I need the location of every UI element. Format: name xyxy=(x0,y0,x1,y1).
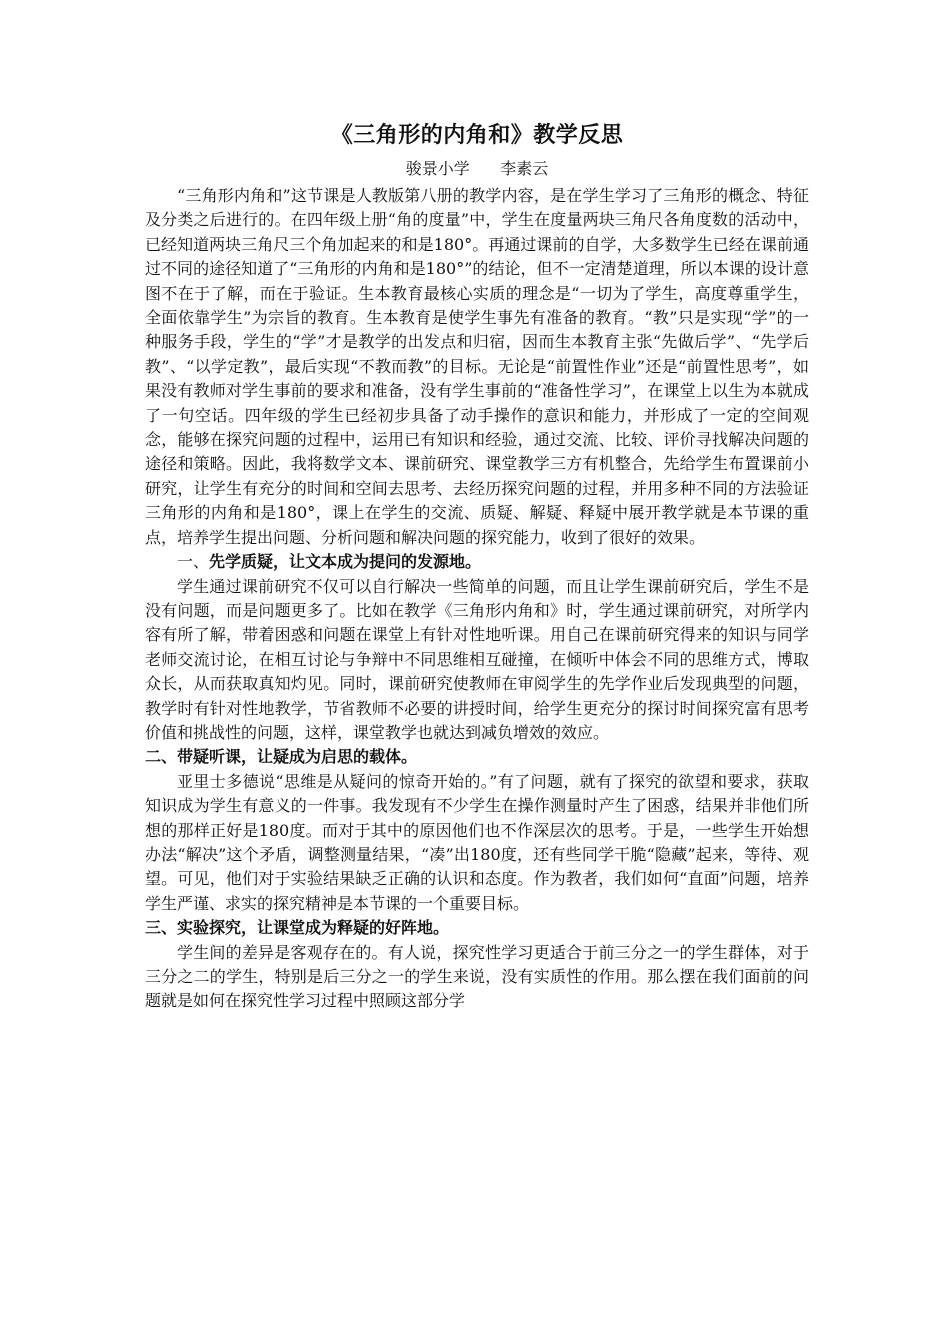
section-3-heading xyxy=(145,916,809,940)
section-1-heading xyxy=(145,550,809,574)
section-2-body: 亚里士多德说“思维是从疑问的惊奇开始的。”有了问题，就有了探究的欲望和要求，获取知识成为学生有意义的一件事。我发现有不少学生在操作测量时产生了困惑，结果并非他们所想的那样正好是180度。而对于其中的原因他们也不作深层次的思考。于是，一些学生开始想办法“解决”这个矛盾，调整测量结果，“凑”出180度，还有些同学干脆“隐藏”起来，等待、观望。可见，他们对于实验结果缺乏正确的认识和态度。作为教者，我们如何“直面”问题，培养学生严谨、求实的探究精神是本节课的一个重要目标。 xyxy=(145,771,809,913)
section-1-number: 一、 xyxy=(177,552,210,572)
document-title: 《三角形的内角和》教学反思 xyxy=(330,122,624,148)
section-2-heading-text: 带疑听课，让疑成为启思的载体。 xyxy=(177,747,418,767)
document-page xyxy=(145,118,809,1014)
document-byline: 骏景小学 李素云 xyxy=(405,159,549,178)
section-1-body: 学生通过课前研究不仅可以自行解决一些简单的问题，而且让学生课前研究后，学生不是没有问题，而是问题更多了。比如在教学《三角形内角和》时，学生通过课前研究，对所学内容有所了解，带着困惑和问题在课堂上有针对性地听课。用自己在课前研究得来的知识与同学老师交流讨论，在相互讨论与争辩中不同思维相互碰撞，在倾听中体会不同的思维方式，博取众长，从而获取真知灼见。同时，课前研究使教师在审阅学生的先学作业后发现典型的问题，教学时有针对性地教学，节省教师不必要的讲授时间，给学生更充分的探讨时间探究富有思考价值和挑战性的问题，这样，课堂教学也就达到减负增效的效应。 xyxy=(145,576,809,742)
intro-paragraph: “三角形内角和”这节课是人教版第八册的教学内容，是在学生学习了三角形的概念、特征及分类之后进行的。在四年级上册“角的度量”中，学生在度量两块三角尺各角度数的活动中，已经知道两块三角尺三个角加起来的和是180°。再通过课前的自学，大多数学生已经在课前通过不同的途径知道了“三角形的内角和是180°”的结论，但不一定清楚道理，所以本课的设计意图不在于了解，而在于验证。生本教育最核心实质的理念是“一切为了学生，高度尊重学生，全面依靠学生”为宗旨的教育。生本教育是使学生事先有准备的教育。“教”只是实现“学”的一种服务手段，学生的“学”才是教学的出发点和归宿，因而生本教育主张“先做后学”、“先学后教”、“以学定教”，最后实现“不教而教”的目标。无论是“前置性作业”还是“前置性思考”，如果没有教师对学生事前的要求和准备，没有学生事前的“准备性学习”，在课堂上以生为本就成了一句空话。四年级的学生已经初步具备了动手操作的意识和能力，并形成了一定的空间观念，能够在探究问题的过程中，运用已有知识和经验，通过交流、比较、评价寻找解决问题的途径和策略。因此，我将数学文本、课前研究、课堂教学三方有机整合，先给学生布置课前小研究，让学生有充分的时间和空间去思考、去经历探究问题的过程，并用多种不同的方法验证三角形的内角和是180°，课上在学生的交流、质疑、解疑、释疑中展开教学就是本节课的重点，培养学生提出问题、分析问题和解决问题的探究能力，收到了很好的效果。 xyxy=(145,186,809,547)
section-2-heading xyxy=(145,745,809,769)
section-1-heading-text: 先学质疑，让文本成为提问的发源地。 xyxy=(209,552,482,572)
section-3-heading-text: 实验探究，让课堂成为释疑的好阵地。 xyxy=(177,918,450,938)
section-3-number: 三、 xyxy=(145,918,178,938)
section-2-number: 二、 xyxy=(145,747,178,767)
section-3-body: 学生间的差异是客观存在的。有人说，探究性学习更适合于前三分之一的学生群体，对于三分之二的学生，特别是后三分之一的学生来说，没有实质性的作用。那么摆在我们面前的问题就是如何在探究性学习过程中照顾这部分学 xyxy=(145,942,809,1011)
